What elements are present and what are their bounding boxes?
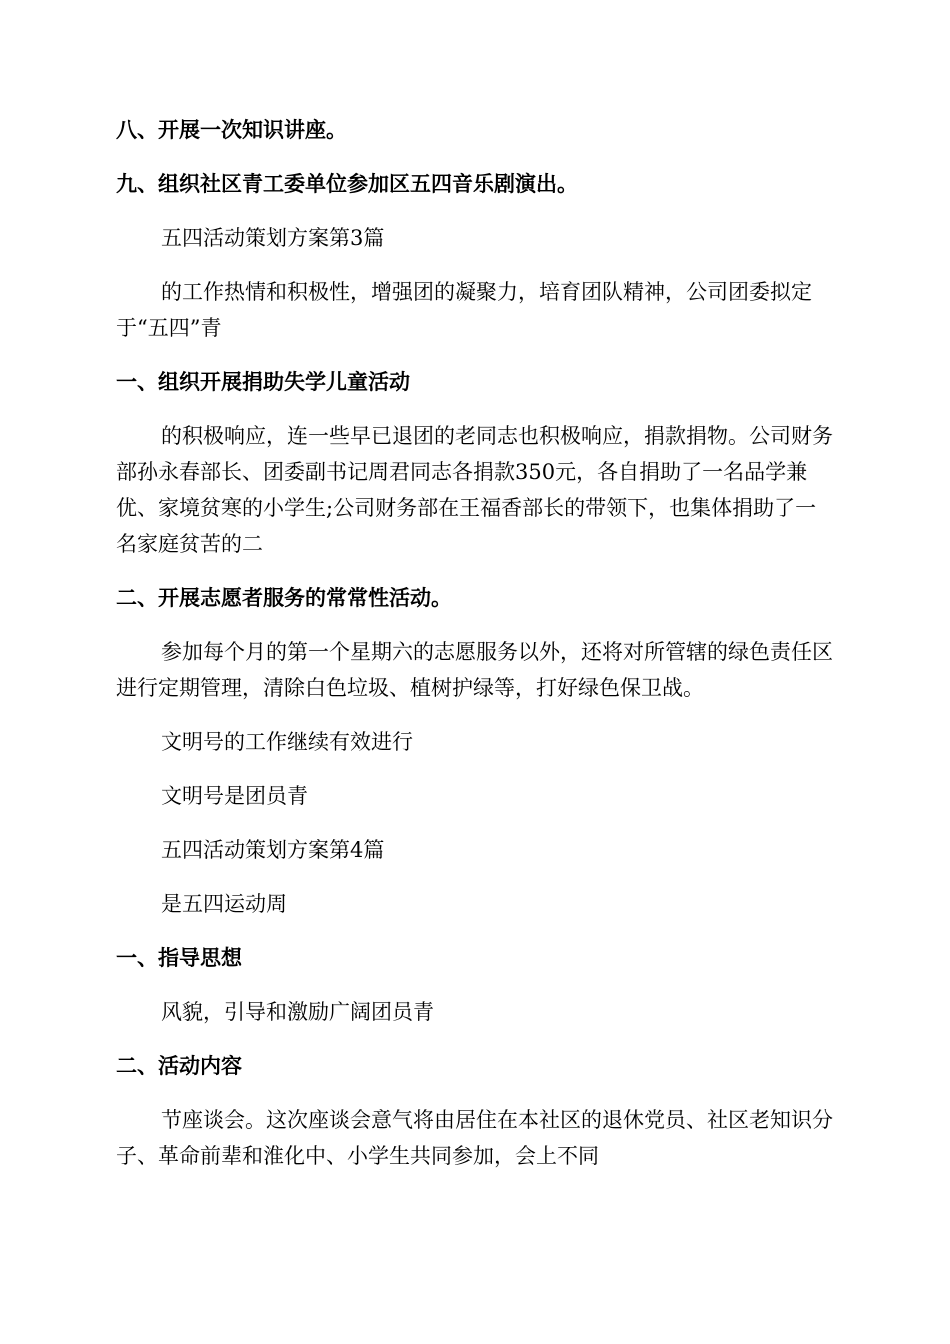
- paragraph-intro: 的工作热情和积极性，增强团的凝聚力，培育团队精神，公司团委拟定于“五四”青: [116, 280, 812, 340]
- heading-section-8: 八、开展一次知识讲座。: [116, 117, 347, 142]
- paragraph-may-fourth-week: 是五四运动周: [161, 892, 287, 916]
- paragraph-guiding-idea: 风貌，引导和激励广阔团员青: [161, 1000, 434, 1024]
- paragraph-plan-4-title: 五四活动策划方案第4篇: [161, 838, 385, 862]
- heading-section-9: 九、组织社区青工委单位参加区五四音乐剧演出。: [116, 171, 578, 196]
- heading-guiding-idea: 一、指导思想: [116, 945, 242, 970]
- heading-volunteer-activity: 二、开展志愿者服务的常常性活动。: [116, 585, 452, 610]
- heading-activity-content: 二、活动内容: [116, 1053, 242, 1078]
- paragraph-volunteer: 参加每个月的第一个星期六的志愿服务以外，还将对所管辖的绿色责任区进行定期管理，清除白色垃圾、植树护绿等，打好绿色保卫战。: [116, 640, 833, 700]
- paragraph-forum: 节座谈会。这次座谈会意气将由居住在本社区的退休党员、社区老知识分子、革命前辈和淮化中、小学生共同参加，会上不同: [116, 1108, 833, 1168]
- paragraph-donation: 的积极响应，连一些早已退团的老同志也积极响应，捐款捐物。公司财务部孙永春部长、团委副书记周君同志各捐款350元，各自捐助了一名品学兼优、家境贫寒的小学生;公司财务部在王福香部长的带领下，也集体捐助了一名家庭贫苦的二: [116, 424, 833, 556]
- document-page: [116, 112, 836, 1174]
- paragraph-civilization-2: 文明号是团员青: [161, 784, 308, 808]
- paragraph-civilization-1: 文明号的工作继续有效进行: [161, 730, 413, 754]
- paragraph-plan-3-title: 五四活动策划方案第3篇: [161, 226, 385, 250]
- heading-donation-activity: 一、组织开展捐助失学儿童活动: [116, 369, 410, 394]
